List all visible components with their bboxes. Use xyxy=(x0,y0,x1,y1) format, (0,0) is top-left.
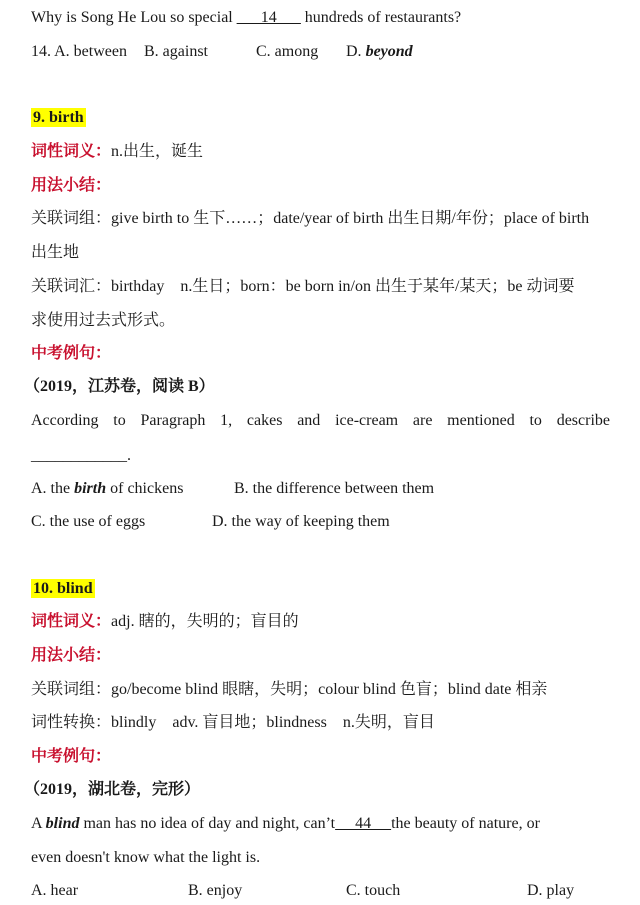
s10-source: （2019，湖北卷，完形） xyxy=(24,781,201,798)
s9-phrases-line2: 出生地 xyxy=(31,244,80,261)
s10-option-a: A. hear xyxy=(31,882,79,899)
s10-question-line1: A blind man has no idea of day and night, can’t 44 the beauty of nature, or xyxy=(31,815,540,832)
s9-question: According to Paragraph 1, cakes and ice-cream are mentioned to describe xyxy=(31,412,610,429)
s10-pos-line: 词性词义：adj. 瞎的，失明的；盲目的 xyxy=(31,613,299,630)
s9-option-c: C. the use of eggs xyxy=(31,513,146,530)
s9-vocab-line2: 求使用过去式形式。 xyxy=(31,312,176,329)
q14-option-c: C. among xyxy=(256,43,319,60)
s10-option-c: C. touch xyxy=(346,882,401,899)
section-9-heading: 9. birth xyxy=(33,109,84,126)
s10-example-label: 中考例句： xyxy=(31,748,112,765)
s10-usage-label: 用法小结： xyxy=(31,647,112,664)
s9-option-a: A. the birth of chickens xyxy=(31,480,184,497)
s9-vocab-line1: 关联词汇：birthday n.生日；born：be born in/on 出生于某年/某天；be 动词要 xyxy=(31,278,575,295)
s9-usage-label: 用法小结： xyxy=(31,177,112,194)
q14-options: 14. A. between xyxy=(31,43,127,60)
s9-pos-line: 词性词义：n.出生，诞生 xyxy=(31,143,204,160)
q14-option-d: D. beyond xyxy=(346,43,413,60)
s10-phrases: 关联词组：go/become blind 眼瞎，失明；colour blind 色盲；blind date 相亲 xyxy=(31,681,548,698)
q14-option-b: B. against xyxy=(144,43,208,60)
section-10-heading: 10. blind xyxy=(33,580,93,597)
s9-option-d: D. the way of keeping them xyxy=(212,513,390,530)
s10-blank: 44 xyxy=(335,815,392,832)
q14-blank: ___14___ xyxy=(236,9,301,26)
s10-question-line2: even doesn't know what the light is. xyxy=(31,849,261,866)
q14-option-a: A. between xyxy=(54,43,127,60)
s9-phrases-line1: 关联词组：give birth to 生下……；date/year of birth 出生日期/年份；place of birth xyxy=(31,210,590,227)
q14-question: Why is Song He Lou so special ___14___ hundreds of restaurants? xyxy=(31,9,462,26)
s10-option-b: B. enjoy xyxy=(188,882,243,899)
s10-option-d: D. play xyxy=(527,882,575,899)
s10-conversion: 词性转换：blindly adv. 盲目地；blindness n.失明，盲目 xyxy=(31,714,435,731)
s9-source: （2019，江苏卷，阅读 B） xyxy=(24,378,215,395)
s9-option-b: B. the difference between them xyxy=(234,480,435,497)
s9-blank-line: ____________. xyxy=(31,447,131,464)
s9-example-label: 中考例句： xyxy=(31,345,112,362)
